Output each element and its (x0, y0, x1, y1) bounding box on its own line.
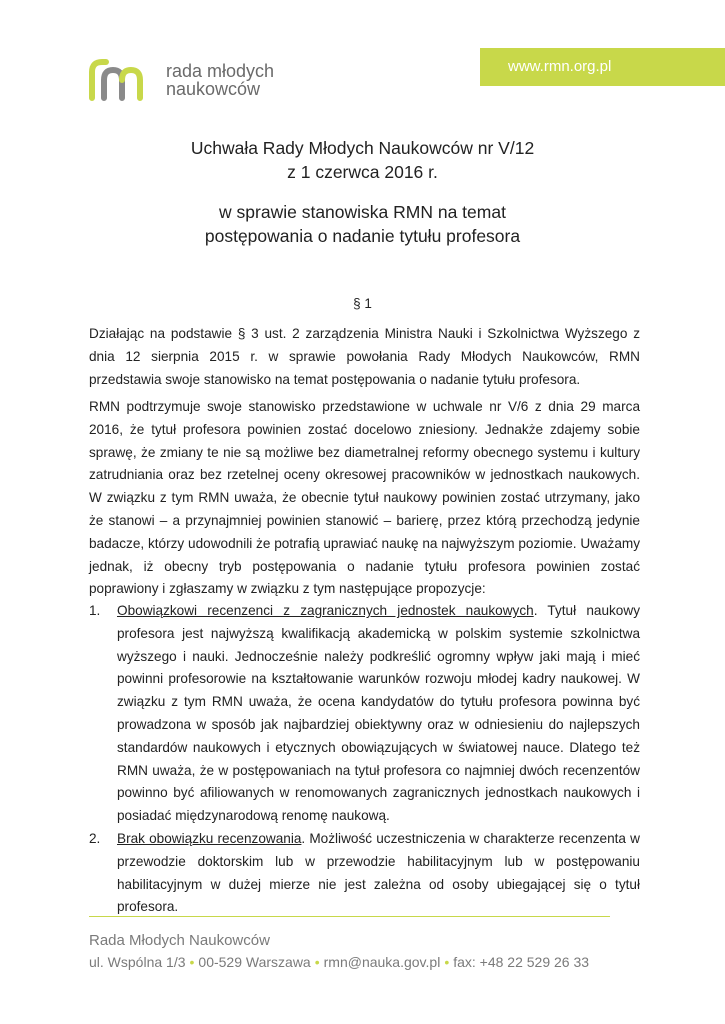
rmn-logo-mark-icon (86, 58, 158, 102)
section-heading: § 1 (353, 296, 372, 311)
item-heading: Obowiązkowi recenzenci z zagranicznych jednostek naukowych (117, 603, 534, 618)
paragraph-2: RMN podtrzymuje swoje stanowisko przedstawione w uchwale nr V/6 z dnia 29 marca 2016, że tytuł profesora powinien zostać docelowo zniesiony. Jednakże zdajemy sobie sprawę, że zmiany te nie są możliwe bez diametralnej reformy obecnego systemu i kultury zatrudniania oraz bez rzetelnej oceny okresowej pracowników w jednostkach naukowych. W związku z tym RMN uważa, że obecnie tytuł naukowy powinien zostać utrzymany, jako że stanowi – a przynajmniej powinien stanowić – barierę, przez którą przechodzą jedynie badacze, którzy udowodnili że potrafią uprawiać naukę na najwyższym poziomie. Uważamy jednak, iż obecny tryb postępowania o nadanie tytułu profesora powinien zostać poprawiony i zgłaszamy w związku z tym następujące propozycje: (89, 399, 640, 597)
title-line-1: Uchwała Rady Młodych Naukowców nr V/12 (190, 138, 535, 158)
footer-fax: fax: +48 22 529 26 33 (453, 954, 590, 970)
item-text: . Możliwość uczestniczenia w charakterze recenzenta w przewodzie doktorskim lub w przewodzie habilitacyjnym lub w postępowaniu habilitacyjnym w dużej mierze nie jest zależna od osoby ubiegającej się o tytuł profesora. (117, 831, 640, 915)
website-url-banner[interactable]: www.rmn.org.pl (480, 48, 725, 86)
footer-organization: Rada Młodych Naukowców (89, 932, 270, 949)
item-text: . Tytuł naukowy profesora jest najwyższą kwalifikacją akademicką w polskim systemie szkolnictwa wyższego i nauki. Jednocześnie należy podkreślić ogromny wpływ jaki mają i mieć powinni profesorowie na kształtowanie warunków rozwoju młodej kadry naukowej. W związku z tym RMN uważa, że ocena kandydatów do tytułu profesora powinna być prowadzona w sposób jak najbardziej obiektywny oraz w odniesieniu do najlepszych standardów naukowych i etycznych obowiązujących w światowej nauce. Dlatego też RMN uważa, że w postępowaniach na tytuł profesora co najmniej dwóch recenzentów powinno być afiliowanych w renomowanych zagranicznych jednostkach naukowych i posiadać międzynarodową renomę naukową. (117, 603, 640, 824)
proposal-item-2 (89, 828, 640, 919)
title-line-2: z 1 czerwca 2016 r. (287, 162, 438, 182)
resolution-title (0, 136, 725, 248)
paragraph-1: Działając na podstawie § 3 ust. 2 zarządzenia Ministra Nauki i Szkolnictwa Wyższego z dnia 12 sierpnia 2015 r. w sprawie powołania Rady Młodych Naukowców, RMN przedstawia swoje stanowisko na temat postępowania o nadanie tytułu profesora. (89, 326, 640, 387)
footer-postal: 00-529 Warszawa (198, 954, 311, 970)
footer-divider (89, 916, 610, 917)
item-number: 1. (89, 603, 101, 618)
footer-contact: ul. Wspólna 1/3 • 00-529 Warszawa • rmn@nauka.gov.pl • fax: +48 22 529 26 33 (89, 954, 590, 970)
title-line-4: postępowania o nadanie tytułu profesora (204, 226, 521, 246)
proposal-item-1 (89, 600, 640, 828)
logo-line-2: naukowców (166, 79, 261, 99)
logo-wordmark (166, 62, 274, 98)
logo-line-1: rada młodych (166, 61, 275, 81)
item-number: 2. (89, 831, 101, 846)
title-line-3: w sprawie stanowiska RMN na temat (219, 202, 506, 222)
rmn-logo (86, 58, 274, 102)
footer-street: ul. Wspólna 1/3 (89, 954, 186, 970)
item-heading: Brak obowiązku recenzowania (117, 831, 302, 846)
footer-email[interactable]: rmn@nauka.gov.pl (323, 954, 441, 970)
